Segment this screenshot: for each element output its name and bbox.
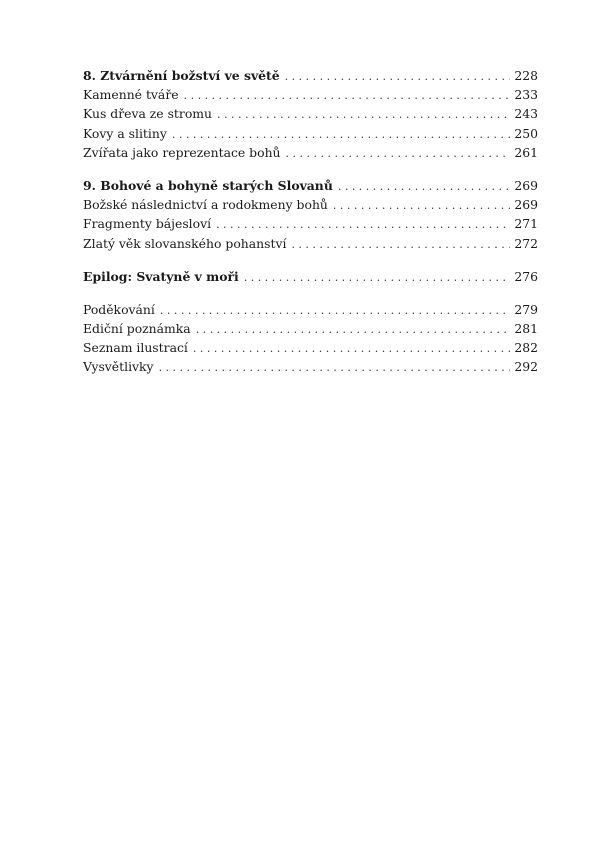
- toc-entry-title: Vysvětlivky: [83, 359, 154, 375]
- toc-entry[interactable]: [83, 124, 538, 143]
- toc-entry[interactable]: [83, 300, 538, 319]
- toc-entry-page: 243: [514, 106, 538, 122]
- toc-entry-title: Zlatý věk slovanského pohanství: [83, 235, 287, 251]
- toc-entry-title: Fragmenty bájesloví: [83, 216, 212, 232]
- dot-leader: [196, 320, 511, 339]
- dot-leader: [244, 268, 511, 287]
- toc-entry-title: Kamenné tváře: [83, 87, 179, 103]
- toc-group-epilog: [83, 267, 538, 286]
- toc-entry-page: 269: [514, 197, 538, 213]
- toc-entry[interactable]: [83, 143, 538, 162]
- dot-leader: [286, 144, 511, 163]
- toc-entry-title: Poděkování: [83, 301, 155, 317]
- toc-entry-page: 233: [514, 87, 538, 103]
- toc-entry-title: Seznam ilustrací: [83, 340, 188, 356]
- toc-entry-page: 261: [514, 144, 538, 160]
- toc-entry[interactable]: [83, 267, 538, 286]
- table-of-contents: [83, 66, 538, 391]
- toc-group-chapter-8: [83, 66, 538, 162]
- toc-entry-title: Kus dřeva ze stromu: [83, 106, 213, 122]
- toc-entry-title: Epilog: Svatyně v moři: [83, 268, 239, 284]
- toc-entry[interactable]: [83, 85, 538, 104]
- toc-entry-page: 269: [514, 177, 538, 193]
- toc-entry-title: Kovy a slitiny: [83, 125, 167, 141]
- dot-leader: [172, 125, 510, 144]
- dot-leader: [160, 301, 510, 320]
- toc-entry[interactable]: [83, 66, 538, 85]
- toc-entry-title: 9. Bohové a bohyně starých Slovanů: [83, 177, 333, 193]
- toc-entry-page: 279: [514, 301, 538, 317]
- toc-entry-title: Ediční poznámka: [83, 321, 191, 337]
- toc-entry-page: 272: [514, 235, 538, 251]
- dot-leader: [333, 196, 510, 215]
- dot-leader: [159, 358, 511, 377]
- toc-entry-page: 250: [514, 125, 538, 141]
- toc-entry[interactable]: [83, 176, 538, 195]
- toc-entry-page: 292: [514, 359, 538, 375]
- toc-entry-page: 276: [514, 268, 538, 284]
- dot-leader: [193, 339, 510, 358]
- toc-entry-page: 228: [514, 68, 538, 83]
- toc-entry[interactable]: [83, 319, 538, 338]
- dot-leader: [216, 215, 510, 234]
- dot-leader: [338, 177, 511, 196]
- toc-entry[interactable]: [83, 104, 538, 123]
- toc-entry[interactable]: [83, 357, 538, 376]
- dot-leader: [184, 86, 511, 105]
- toc-entry-page: 271: [514, 216, 538, 232]
- toc-entry-title: 8. Ztvárnění božství ve světě: [83, 68, 280, 83]
- toc-entry-title: Božské následnictví a rodokmeny bohů: [83, 197, 328, 213]
- toc-group-chapter-9: [83, 176, 538, 253]
- toc-entry[interactable]: [83, 195, 538, 214]
- toc-entry-page: 282: [514, 340, 538, 356]
- toc-group-back-matter: [83, 300, 538, 377]
- toc-entry[interactable]: [83, 338, 538, 357]
- toc-entry-title: Zvířata jako reprezentace bohů: [83, 144, 281, 160]
- toc-entry[interactable]: [83, 214, 538, 233]
- toc-entry[interactable]: [83, 234, 538, 253]
- dot-leader: [291, 235, 510, 254]
- dot-leader: [217, 105, 510, 124]
- dot-leader: [285, 67, 511, 86]
- toc-entry-page: 281: [514, 321, 538, 337]
